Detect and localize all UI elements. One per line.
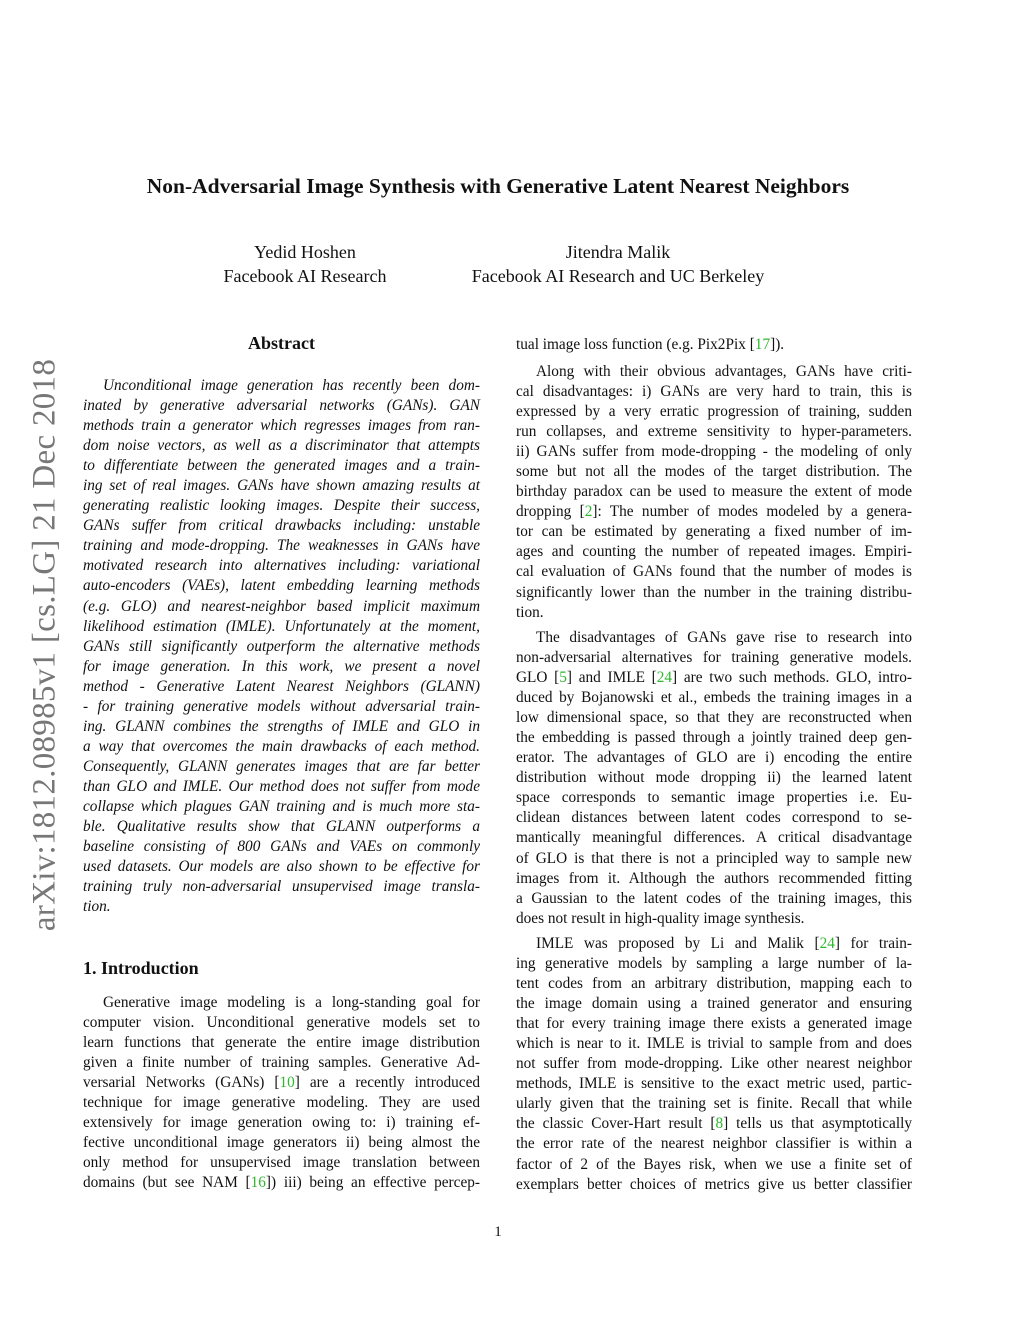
paper-title: Non-Adversarial Image Synthesis with Generative Latent Nearest Neighbors bbox=[146, 174, 850, 198]
text-line: ii) GANs suffer from mode-dropping - the modeling of only bbox=[516, 443, 912, 461]
text-line: significantly lower than the number in the training distribu- bbox=[516, 583, 912, 601]
author-block bbox=[438, 240, 798, 288]
text-line: the error rate of the nearest neighbor classifier is within a bbox=[516, 1135, 912, 1153]
author-name: Yedid Hoshen bbox=[254, 242, 356, 262]
text-line: mantically meaningful differences. A critical disadvantage bbox=[516, 829, 912, 847]
text-line: only method for unsupervised image translation between bbox=[83, 1154, 480, 1172]
text-line: GLO [5] and IMLE [24] are two such methods. GLO, intro- bbox=[516, 669, 912, 687]
text-line: which is near to it. IMLE is trivial to sample from and does bbox=[516, 1035, 912, 1053]
text-line: exemplars better choices of metrics give us better classifier bbox=[516, 1175, 912, 1193]
introduction-paragraph bbox=[83, 993, 480, 1193]
text-line: learn functions that generate the entire image distribution bbox=[83, 1034, 480, 1052]
citation-link[interactable]: 24 bbox=[819, 935, 835, 952]
text-line: to differentiate between the generated images and a train- bbox=[83, 457, 480, 475]
citation-link[interactable]: 24 bbox=[656, 669, 673, 687]
text-line: The disadvantages of GANs gave rise to research into bbox=[536, 629, 912, 646]
text-line: clidean distances between latent codes correspond to se- bbox=[516, 809, 912, 827]
text-line: than GLO and IMLE. Our method does not suffer from mode bbox=[83, 777, 480, 795]
text-line: tion. bbox=[83, 898, 111, 916]
text-line: factor of 2 of the Bayes risk, when we use a finite set of bbox=[516, 1155, 912, 1173]
text-line: ing set of real images. GANs have shown amazing results at bbox=[83, 477, 480, 495]
abstract-body bbox=[83, 376, 480, 917]
section-heading-introduction: 1. Introduction bbox=[83, 958, 199, 978]
text-line: collapse which plagues GAN training and is much more sta- bbox=[83, 797, 480, 815]
text-line: methods, IMLE is sensitive to the exact metric used, partic- bbox=[516, 1075, 912, 1093]
citation-link[interactable]: 2 bbox=[584, 503, 593, 521]
text-line: birthday paradox can be used to measure the extent of mode bbox=[516, 483, 912, 501]
text-line: auto-encoders (VAEs), latent embedding learning methods bbox=[83, 577, 480, 595]
text-line: extensively for image generation owing to: i) training ef- bbox=[83, 1114, 480, 1132]
citation-link[interactable]: 8 bbox=[715, 1115, 724, 1133]
text-line: inated by generative adversarial networks (GANs). GAN bbox=[83, 397, 480, 415]
text-line: methods train a generator which regresses images from ran- bbox=[83, 417, 480, 435]
text-line: - for training generative models without adversarial train- bbox=[83, 697, 480, 715]
text-line: a way that overcomes the main drawbacks of each method. bbox=[83, 737, 480, 755]
text-line: motivated research into alternatives including: variational bbox=[83, 557, 480, 575]
text-line: likelihood estimation (IMLE). Unfortunately at the moment, bbox=[83, 617, 480, 635]
text-line: versarial Networks (GANs) [10] are a recently introduced bbox=[83, 1074, 481, 1092]
arxiv-identifier: arXiv:1812.08985v1 [cs.LG] 21 Dec 2018 bbox=[26, 358, 63, 932]
text-line: distribution without mode dropping ii) the learned latent bbox=[516, 769, 912, 787]
text-line: IMLE was proposed by Li and Malik [24] for train- bbox=[536, 935, 912, 952]
text-line: images from it. Although the authors recommended fitting bbox=[516, 869, 912, 887]
body-paragraph bbox=[516, 362, 912, 623]
body-paragraph bbox=[516, 934, 912, 1195]
text-line: cal evaluation of GANs found that the number of modes is bbox=[516, 563, 912, 581]
citation-link[interactable]: 5 bbox=[559, 669, 567, 687]
text-line: run collapses, and extreme sensitivity to hyper-parameters. bbox=[516, 423, 912, 441]
text-line: tent codes from an arbitrary distribution, mapping each to bbox=[516, 975, 912, 993]
text-line: dom noise vectors, as well as a discriminator that attempts bbox=[83, 437, 480, 455]
text-line: training truly non-adversarial unsupervised image transla- bbox=[83, 878, 480, 896]
text-line: erator. The advantages of GLO are i) encoding the entire bbox=[516, 749, 912, 767]
text-line: ing. GLANN combines the strengths of IMLE and GLO in bbox=[83, 717, 480, 735]
text-line: Generative image modeling is a long-standing goal for bbox=[103, 994, 480, 1011]
text-line: the classic Cover-Hart result [8] tells us that asymptotically bbox=[516, 1115, 912, 1133]
text-line: tion. bbox=[516, 603, 544, 621]
text-line: ages and counting the number of repeated images. Empiri- bbox=[516, 543, 912, 561]
text-line: tual image loss function (e.g. Pix2Pix [17]). bbox=[516, 336, 785, 353]
text-line: a Gaussian to the latent codes of the training images, this bbox=[516, 889, 912, 907]
text-line: tor can be estimated by generating a fixed number of im- bbox=[516, 523, 912, 541]
text-line: Unconditional image generation has recently been dom- bbox=[103, 377, 480, 394]
text-line: ble. Qualitative results show that GLANN outperforms a bbox=[83, 818, 480, 836]
text-line: non-adversarial alternatives for training generative models. bbox=[516, 649, 912, 667]
citation-link[interactable]: 16 bbox=[250, 1174, 266, 1192]
body-paragraph bbox=[516, 628, 912, 929]
text-line: (e.g. GLO) and nearest-neighbor based implicit maximum bbox=[83, 597, 480, 615]
text-line: GANs suffer from critical drawbacks including: unstable bbox=[83, 517, 480, 535]
text-line: cal disadvantages: i) GANs are very hard to train, this is bbox=[516, 383, 912, 401]
text-line: some but not all the modes of the target distribution. The bbox=[516, 463, 912, 481]
text-line: the embedding is passed through a jointly trained deep gen- bbox=[516, 729, 912, 747]
text-line: computer vision. Unconditional generative models set to bbox=[83, 1014, 480, 1032]
author-affiliation: Facebook AI Research bbox=[223, 266, 387, 286]
text-line: does not result in high-quality image synthesis. bbox=[516, 909, 805, 927]
body-paragraph bbox=[516, 335, 912, 355]
text-line: training and mode-dropping. The weaknesses in GANs have bbox=[83, 537, 480, 555]
citation-link[interactable]: 17 bbox=[754, 336, 771, 353]
text-line: fective unconditional image generators ii) being almost the bbox=[83, 1134, 480, 1152]
text-line: expressed by a very erratic progression of training, sudden bbox=[516, 403, 912, 421]
citation-link[interactable]: 10 bbox=[279, 1074, 295, 1092]
author-affiliation: Facebook AI Research and UC Berkeley bbox=[471, 266, 765, 286]
text-line: given a finite number of training samples. Generative Ad- bbox=[83, 1054, 480, 1072]
text-line: Along with their obvious advantages, GANs have criti- bbox=[536, 363, 912, 380]
text-line: not suffer from mode-dropping. Like other nearest neighbor bbox=[516, 1055, 912, 1073]
abstract-heading: Abstract bbox=[248, 333, 315, 353]
author-name: Jitendra Malik bbox=[565, 242, 671, 262]
text-line: method - Generative Latent Nearest Neighbors (GLANN) bbox=[83, 677, 480, 695]
text-line: domains (but see NAM [16]) iii) being an effective percep- bbox=[83, 1174, 480, 1192]
text-line: generating realistic looking images. Despite their success, bbox=[83, 497, 480, 515]
text-line: for image generation. In this work, we present a novel bbox=[83, 657, 480, 675]
text-line: Consequently, GLANN generates images that are far better bbox=[83, 757, 480, 775]
text-line: baseline consisting of 800 GANs and VAEs on commonly bbox=[83, 838, 480, 856]
text-line: low dimensional space, so that they are reconstructed when bbox=[516, 709, 912, 727]
text-line: technique for image generative modeling. They are used bbox=[83, 1094, 480, 1112]
text-line: duced by Bojanowski et al., embeds the training images in a bbox=[516, 689, 912, 707]
text-line: ularly given that the training set is finite. Recall that while bbox=[516, 1095, 912, 1113]
text-line: used datasets. Our models are also shown to be effective for bbox=[83, 858, 480, 876]
text-line: that for every training image there exists a generated image bbox=[516, 1015, 912, 1033]
text-line: the image domain using a trained generator and ensuring bbox=[516, 995, 912, 1013]
text-line: GANs still significantly outperform the alternative methods bbox=[83, 637, 480, 655]
text-line: ing generative models by sampling a large number of la- bbox=[516, 955, 912, 973]
text-line: of GLO is that there is not a principled way to sample new bbox=[516, 849, 912, 867]
text-line: space corresponds to semantic image properties i.e. Eu- bbox=[516, 789, 912, 807]
page-number: 1 bbox=[494, 1224, 502, 1240]
text-line: dropping [2]: The number of modes modeled by a genera- bbox=[516, 503, 913, 521]
author-block bbox=[125, 240, 485, 288]
